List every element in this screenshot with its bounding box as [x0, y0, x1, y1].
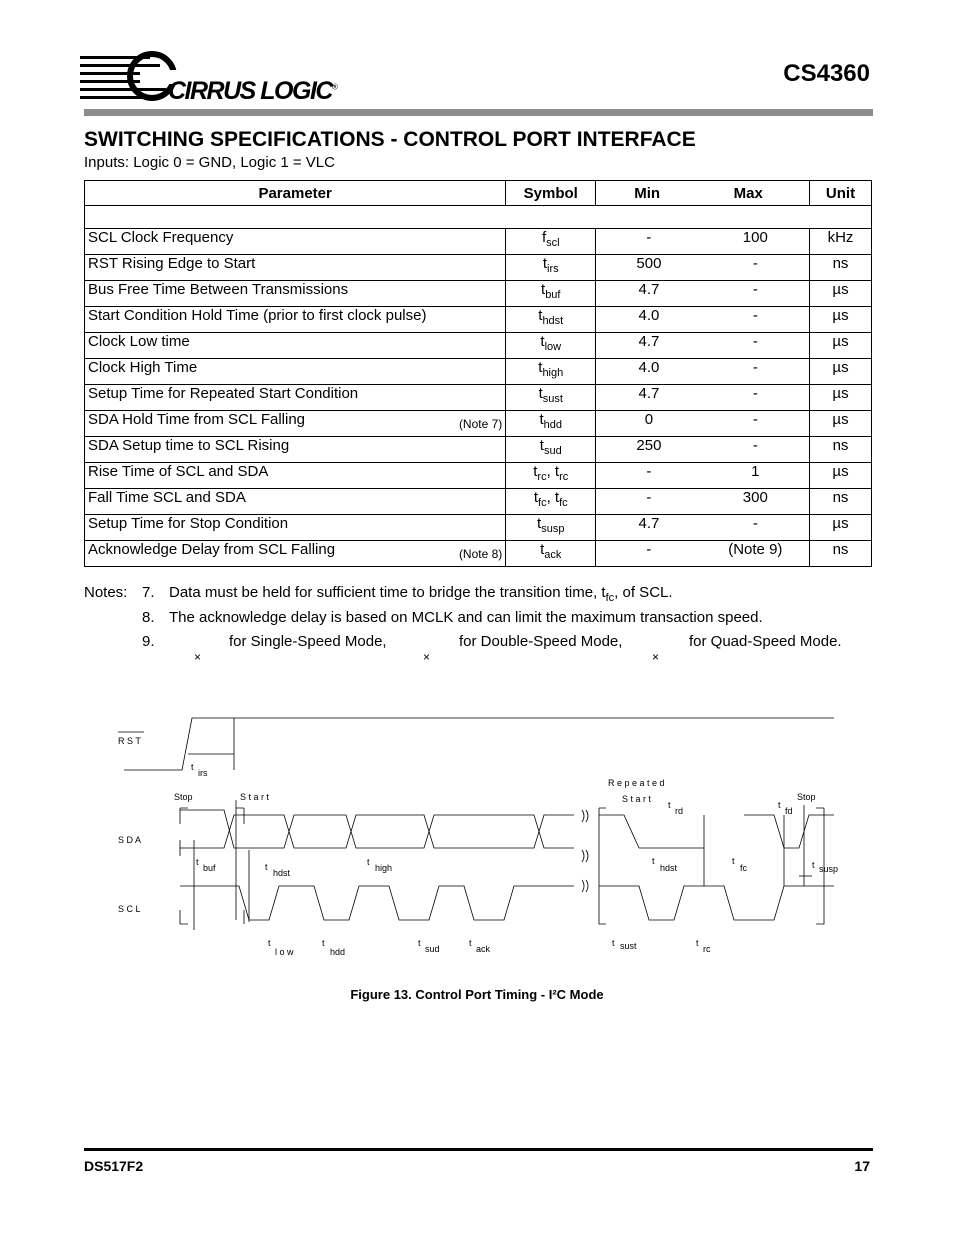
table-row — [85, 411, 872, 437]
t-label: t — [612, 938, 615, 948]
label-stop-end: Stop — [797, 792, 816, 802]
t-label: t — [418, 938, 421, 948]
table-row — [85, 229, 872, 255]
param-text: Start Condition Hold Time (prior to first clock pulse) — [88, 307, 427, 324]
logo-text: CIRRUS LOGIC® — [168, 77, 337, 105]
param-text: Bus Free Time Between Transmissions — [88, 281, 349, 298]
cell-parameter — [85, 307, 506, 333]
note-number: 8. — [142, 609, 155, 626]
cell-symbol: $t_{susp}$ — [506, 515, 596, 541]
cell-max: - — [702, 359, 810, 385]
cell-parameter — [85, 359, 506, 385]
cell-unit: ns — [810, 541, 872, 567]
cell-parameter — [85, 411, 506, 437]
t-label: t — [652, 856, 655, 866]
table-row — [85, 541, 872, 567]
cell-max: - — [702, 281, 810, 307]
cell-max: 100 — [702, 229, 810, 255]
t-label: t — [191, 762, 194, 772]
label-sud: sud — [425, 944, 440, 954]
t-label: t — [196, 857, 199, 867]
cell-unit: µs — [810, 307, 872, 333]
signal-sda: S D A — [118, 835, 142, 845]
cell-max: - — [702, 411, 810, 437]
param-text: Clock Low time — [88, 333, 190, 350]
cell-min: 4.0 — [596, 307, 702, 333]
label-low: l o w — [275, 947, 294, 957]
t-label: t — [469, 938, 472, 948]
note-9-single-speed: for Single-Speed Mode, — [229, 633, 387, 650]
cell-parameter — [85, 281, 506, 307]
label-hdst-repeated: hdst — [660, 863, 678, 873]
cell-max: - — [702, 333, 810, 359]
t-label: t — [265, 862, 268, 872]
label-fd: fd — [785, 806, 793, 816]
param-text: Fall Time SCL and SDA — [88, 489, 246, 506]
note-7-text: Data must be held for sufficient time to bridge the transition time, $t_{fc}$, of SCL. — [169, 584, 673, 604]
cell-max: - — [702, 255, 810, 281]
t-label: t — [732, 856, 735, 866]
label-rc: rc — [703, 944, 711, 954]
cell-unit: kHz — [810, 229, 872, 255]
cell-parameter — [85, 437, 506, 463]
cell-min: 0 — [596, 411, 702, 437]
t-label: t — [367, 857, 370, 867]
cell-symbol: $t_{irs}$ — [506, 255, 596, 281]
table-row — [85, 255, 872, 281]
label-stop: Stop — [174, 792, 193, 802]
label-ack: ack — [476, 944, 491, 954]
cell-parameter — [85, 541, 506, 567]
cell-min: - — [596, 489, 702, 515]
part-number: CS4360 — [783, 60, 870, 87]
table-row — [85, 385, 872, 411]
cell-unit: ns — [810, 255, 872, 281]
label-buf: buf — [203, 863, 216, 873]
cell-unit: µs — [810, 281, 872, 307]
label-start: S t a r t — [240, 792, 270, 802]
t-label: t — [268, 938, 271, 948]
signal-rst: R S T — [118, 736, 141, 746]
document-id: DS517F2 — [84, 1158, 144, 1174]
timing-diagram — [84, 700, 844, 970]
t-label: t — [778, 800, 781, 810]
cell-unit: µs — [810, 463, 872, 489]
cell-symbol: $t_{sud}$ — [506, 437, 596, 463]
figure-caption: Figure 13. Control Port Timing - I²C Mode — [350, 987, 604, 1002]
cell-min: 4.7 — [596, 515, 702, 541]
cell-max: 300 — [702, 489, 810, 515]
cell-symbol: $t_{ack}$ — [506, 541, 596, 567]
table-header-row — [85, 181, 872, 206]
cell-parameter — [85, 489, 506, 515]
specifications-table — [84, 180, 872, 567]
cell-symbol: $t_{sust}$ — [506, 385, 596, 411]
param-text: Acknowledge Delay from SCL Falling — [88, 541, 336, 558]
cell-min: 4.7 — [596, 385, 702, 411]
param-note: (Note 7) — [458, 417, 503, 431]
cell-unit: µs — [810, 333, 872, 359]
cell-min: 4.7 — [596, 281, 702, 307]
column-header: Max — [702, 181, 810, 206]
param-note: (Note 8) — [458, 547, 503, 561]
param-overbar: $\overline{RST}$ — [88, 255, 118, 272]
cell-symbol: $t_{high}$ — [506, 359, 596, 385]
t-label: t — [696, 938, 699, 948]
label-repeated: R e p e a t e d — [608, 778, 665, 788]
cell-max: - — [702, 307, 810, 333]
cell-parameter — [85, 255, 506, 281]
param-text: Clock High Time — [88, 359, 198, 376]
table-spacer-row — [85, 206, 872, 229]
cell-unit: µs — [810, 385, 872, 411]
param-text: Rising Edge to Start — [117, 255, 256, 272]
param-text: Rise Time of SCL and SDA — [88, 463, 269, 480]
label-irs: irs — [198, 768, 208, 778]
multiply-sign: × — [652, 650, 660, 664]
cell-min: - — [596, 463, 702, 489]
cell-max: - — [702, 515, 810, 541]
cell-parameter — [85, 515, 506, 541]
cell-symbol: $t_{hdd}$ — [506, 411, 596, 437]
cell-symbol: $t_{buf}$ — [506, 281, 596, 307]
cell-symbol: $t_{fc}$, $t_{fc}$ — [506, 489, 596, 515]
table-row — [85, 333, 872, 359]
cell-min: 500 — [596, 255, 702, 281]
cell-symbol: $f_{scl}$ — [506, 229, 596, 255]
table-row — [85, 437, 872, 463]
label-hdst: hdst — [273, 868, 291, 878]
footer-rule — [84, 1148, 873, 1151]
column-header: Unit — [810, 181, 872, 206]
table-row — [85, 515, 872, 541]
cell-min: 4.7 — [596, 333, 702, 359]
label-fc: fc — [740, 863, 748, 873]
cell-unit: µs — [810, 359, 872, 385]
note-9-quad-speed: for Quad-Speed Mode. — [689, 633, 842, 650]
multiply-sign: × — [194, 650, 202, 664]
note-8-text: The acknowledge delay is based on MCLK and can limit the maximum transaction speed. — [169, 609, 763, 626]
cell-parameter — [85, 333, 506, 359]
note-number: 7. — [142, 584, 155, 601]
label-high: high — [375, 863, 393, 873]
cell-min: - — [596, 541, 702, 567]
param-text: Setup Time for Stop Condition — [88, 515, 289, 532]
multiply-sign: × — [423, 650, 431, 664]
page-number: 17 — [854, 1158, 870, 1174]
column-header: Parameter — [85, 181, 506, 206]
cell-max: - — [702, 437, 810, 463]
section-title: SWITCHING SPECIFICATIONS - CONTROL PORT INTERFACE — [84, 128, 696, 151]
notes-label: Notes: — [84, 584, 128, 601]
label-hdd: hdd — [330, 947, 346, 957]
column-header: Min — [596, 181, 702, 206]
section-subtitle: Inputs: Logic 0 = GND, Logic 1 = VLC — [84, 154, 335, 171]
signal-scl: S C L — [118, 904, 141, 914]
note-9-double-speed: for Double-Speed Mode, — [459, 633, 623, 650]
cell-unit: µs — [810, 411, 872, 437]
cell-min: 4.0 — [596, 359, 702, 385]
label-susp: susp — [819, 864, 839, 874]
param-text: SDA Setup time to SCL Rising — [88, 437, 290, 454]
cell-min: - — [596, 229, 702, 255]
label-sust: sust — [620, 941, 637, 951]
label-rd: rd — [675, 806, 684, 816]
table-row — [85, 281, 872, 307]
cell-parameter — [85, 463, 506, 489]
param-text: SCL Clock Frequency — [88, 229, 234, 246]
cell-unit: ns — [810, 489, 872, 515]
t-label: t — [668, 800, 671, 810]
table-row — [85, 463, 872, 489]
cell-symbol: $t_{low}$ — [506, 333, 596, 359]
cell-parameter — [85, 229, 506, 255]
cell-unit: ns — [810, 437, 872, 463]
table-row — [85, 359, 872, 385]
note-number: 9. — [142, 633, 155, 650]
header-rule — [84, 109, 873, 116]
cell-symbol: $t_{rc}$, $t_{rc}$ — [506, 463, 596, 489]
rst-waveform — [124, 718, 834, 770]
table-row — [85, 307, 872, 333]
table-row — [85, 489, 872, 515]
cell-symbol: $t_{hdst}$ — [506, 307, 596, 333]
column-header: Symbol — [506, 181, 596, 206]
param-text: Setup Time for Repeated Start Condition — [88, 385, 359, 402]
cell-max: (Note 9) — [702, 541, 810, 567]
cell-parameter — [85, 385, 506, 411]
t-label: t — [812, 860, 815, 870]
param-text: SDA Hold Time from SCL Falling — [88, 411, 306, 428]
t-label: t — [322, 938, 325, 948]
cell-max: 1 — [702, 463, 810, 489]
cell-max: - — [702, 385, 810, 411]
label-repeated-start: S t a r t — [622, 794, 652, 804]
cell-min: 250 — [596, 437, 702, 463]
cell-unit: µs — [810, 515, 872, 541]
